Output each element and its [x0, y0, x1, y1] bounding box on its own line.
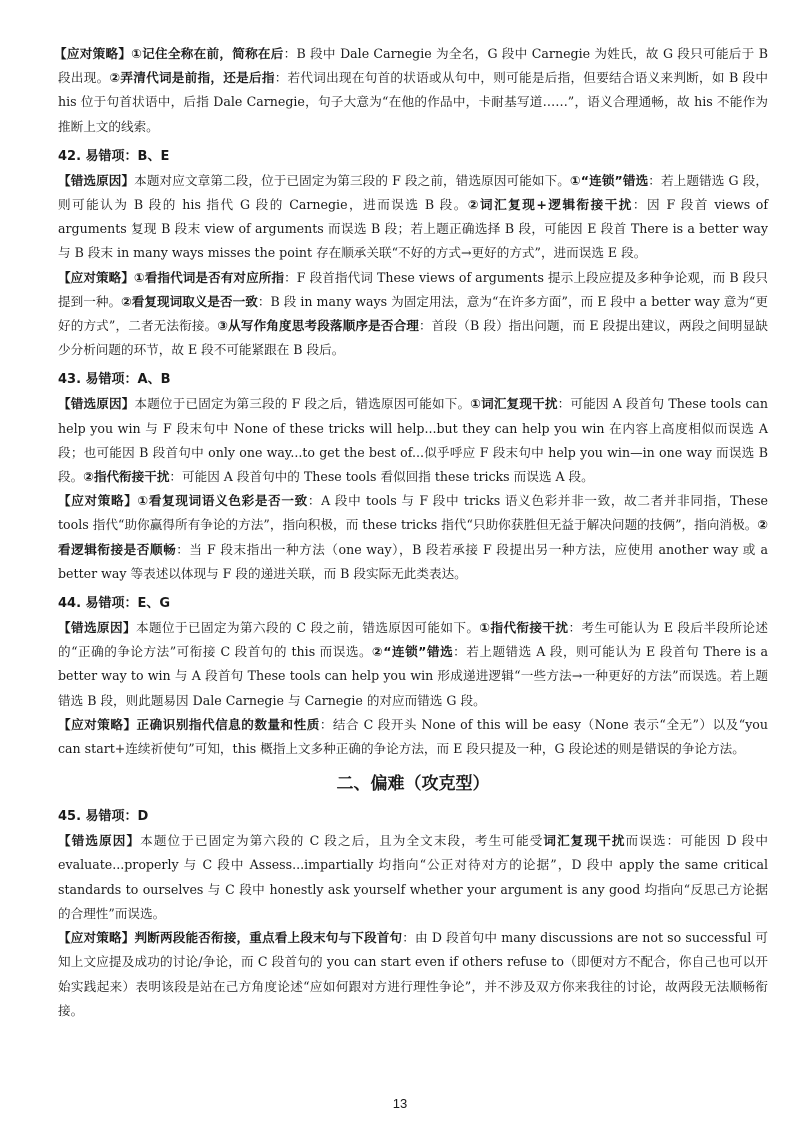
reason-tag: 【错选原因】 — [58, 620, 136, 636]
reason-point: ①指代衔接干扰 — [479, 620, 569, 636]
strategy-point: ②看复现词取义是否一致 — [121, 293, 258, 309]
reason-text: 本题位于已固定为第三段的 F 段之后，错选原因可能如下。 — [134, 396, 471, 412]
q45-reason-paragraph — [58, 829, 768, 926]
strategy-point: ③从写作角度思考段落顺序是否合理 — [217, 318, 420, 334]
strategy-point: ①看复现词语义色彩是否一致 — [137, 493, 308, 509]
strategy-point: ②弄清代词是前指，还是后指 — [109, 70, 275, 86]
strategy-point: ①看指代词是否有对应所指 — [134, 269, 285, 285]
reason-point: ①词汇复现干扰 — [470, 396, 558, 412]
strategy-tag: 【应对策略】 — [58, 269, 135, 285]
strategy-text: ：若代词出现在句首的状语或从句中，则可能是后指，但要结合语义来判断，如 B 段中 his 位于句首状语中，后指 Dale Carnegie，句子大意为“在他的作品中，卡耐基写道……”，语义合理通畅，故 his 不能作为推断上文的线索。 — [58, 70, 769, 134]
reason-text: 本题位于已固定为第六段的 C 段之后，且为全文末段，考生可能受 — [140, 833, 544, 849]
q41-strategy-paragraph — [54, 42, 769, 139]
strategy-tag: 【应对策略】 — [58, 716, 137, 732]
q44-heading: 44. 易错项：E、G — [58, 596, 171, 612]
reason-point: ①“连锁”错选 — [570, 172, 649, 188]
strategy-text: ：B 段中 Dale Carnegie 为全名，G 段中 Carnegie 为姓氏，故 G 段只可能后于 B 段出现。 — [58, 46, 769, 86]
q44-strategy-paragraph — [58, 713, 768, 761]
strategy-text: ：由 D 段首句中 many discussions are not so successful 可知上文应提及成功的讨论/争论，而 C 段首句的 you can start even if others refuse to（即便对方不配合，你自己也可以开始实践起来）表明该段是站在己方角度论述“应如何跟对方进行理性争论”，并不涉及双方你来我往的讨论，故两段无法顺畅衔接。 — [58, 930, 768, 1018]
reason-text: ：若上题错选 G 段，则可能认为 B 段的 his 指代 G 段的 Carnegie，进而误选 B 段。 — [58, 172, 769, 213]
reason-text: ：可能因 A 段首句 These tools can help you win 与 F 段末句中 None of these tricks will help...but they can help you win 在内容上高度相似而误选 A 段；也可能因 B 段首句中 only one way...to get the best of...似乎呼应 F 段末句中 help you win—in one way 而误选 B 段。 — [58, 396, 768, 485]
reason-point: 词汇复现干扰 — [543, 833, 626, 849]
reason-text: ：考生可能认为 E 段后半段所论述的“正确的争论方法”可衔接 C 段首句的 this 而误选。 — [58, 620, 769, 660]
reason-text: 而误选：可能因 D 段中 evaluate...properly 与 C 段中 Assess...impartially 均指向“公正对待对方的论据”，D 段中 apply the same critical standards to ourselves 与 C 段中 honestly ask yourself whether your argument is any good 均指向“反思己方论据的合理性”而误选。 — [58, 833, 768, 921]
reason-text: ：因 F 段首 views of arguments 复现 B 段末 view of arguments 而误选 B 段；若上题正确选择 B 段，可能因 E 段首 There is a better way 与 B 段末 in many ways misses the point 存在顺承关联“不好的方式→更好的方式”，进而误选 E 段。 — [58, 197, 768, 261]
strategy-point: ①记住全称在前，简称在后 — [131, 46, 284, 61]
strategy-text: ：B 段 in many ways 为固定用法，意为“在许多方面”，而 E 段中 a better way 意为“更好的方式”，二者无法衔接。 — [58, 293, 769, 334]
strategy-text: ：首段（B 段）指出问题，而 E 段提出建议，两段之间明显缺少分析问题的环节，故 E 段不可能紧跟在 B 段后。 — [58, 318, 768, 358]
strategy-text: ：当 F 段末指出一种方法（one way），B 段若承接 F 段提出另一种方法，应使用 another way 或 a better way 等表述以体现与 F 段的递进关联，而 B 段实际无此类表达。 — [58, 541, 768, 581]
strategy-point: 正确识别指代信息的数量和性质 — [136, 716, 320, 732]
q45-strategy-paragraph — [58, 926, 768, 1023]
reason-tag: 【错选原因】 — [58, 172, 135, 188]
reason-point: ②词汇复现+逻辑衔接干扰 — [467, 197, 633, 213]
reason-point: ②“连锁”错选 — [372, 644, 454, 660]
strategy-tag: 【应对策略】 — [58, 493, 138, 509]
section-title: 二、偏难（攻克型） — [336, 774, 490, 795]
q43-heading: 43. 易错项：A、B — [58, 372, 171, 388]
reason-text: ：若上题错选 A 段，则可能认为 E 段首句 There is a better way to win 与 A 段首句 These tools can help you win 形成递进逻辑“一些方法→一种更好的方法”而误选。若上题错选 B 段，则此题易因 Dale Carnegie 与 Carnegie 的对应而错选 G 段。 — [58, 644, 768, 708]
q42-reason-paragraph — [58, 169, 768, 266]
page-number: 13 — [392, 1096, 408, 1111]
strategy-tag: 【应对策略】 — [54, 46, 132, 61]
q45-heading: 45. 易错项：D — [58, 809, 149, 825]
strategy-text: ：结合 C 段开头 None of this will be easy（None 表示“全无”）以及“you can start+连续祈使句”可知，this 概指上文多种正确的争论方法，而 E 段只提及一种，G 段论述的则是错误的争论方法。 — [58, 716, 769, 757]
reason-tag: 【错选原因】 — [58, 833, 141, 849]
q44-reason-paragraph — [58, 616, 768, 713]
reason-text: 本题位于已固定为第六段的 C 段之前，错选原因可能如下。 — [135, 620, 480, 636]
strategy-text: ：A 段中 tools 与 F 段中 tricks 语义色彩并非一致，故二者并非同指，These tools 指代“助你赢得所有争论的方法”，指向积极，而 these tricks 指代“只助你获胜但无益于解决问题的技俩”，指向消极。 — [58, 493, 768, 533]
strategy-tag: 【应对策略】 — [58, 930, 135, 946]
reason-tag: 【错选原因】 — [58, 396, 135, 412]
reason-point: ②指代衔接干扰 — [83, 469, 170, 485]
q43-reason-paragraph — [58, 392, 768, 489]
strategy-text: ：F 段首指代词 These views of arguments 提示上段应提及多种争论观，而 B 段只提到一种。 — [58, 269, 768, 309]
reason-text: ：可能因 A 段首句中的 These tools 看似回指 these tricks 而误选 A 段。 — [169, 469, 594, 485]
strategy-point: ②看逻辑衔接是否顺畅 — [58, 517, 768, 557]
q42-heading: 42. 易错项：B、E — [58, 148, 170, 164]
q42-strategy-paragraph — [58, 266, 768, 363]
q43-strategy-paragraph — [58, 489, 768, 586]
strategy-point: 判断两段能否衔接，重点看上段末句与下段首句 — [134, 930, 403, 946]
reason-text: 本题对应文章第二段，位于已固定为第三段的 F 段之前，错选原因可能如下。 — [134, 172, 570, 188]
